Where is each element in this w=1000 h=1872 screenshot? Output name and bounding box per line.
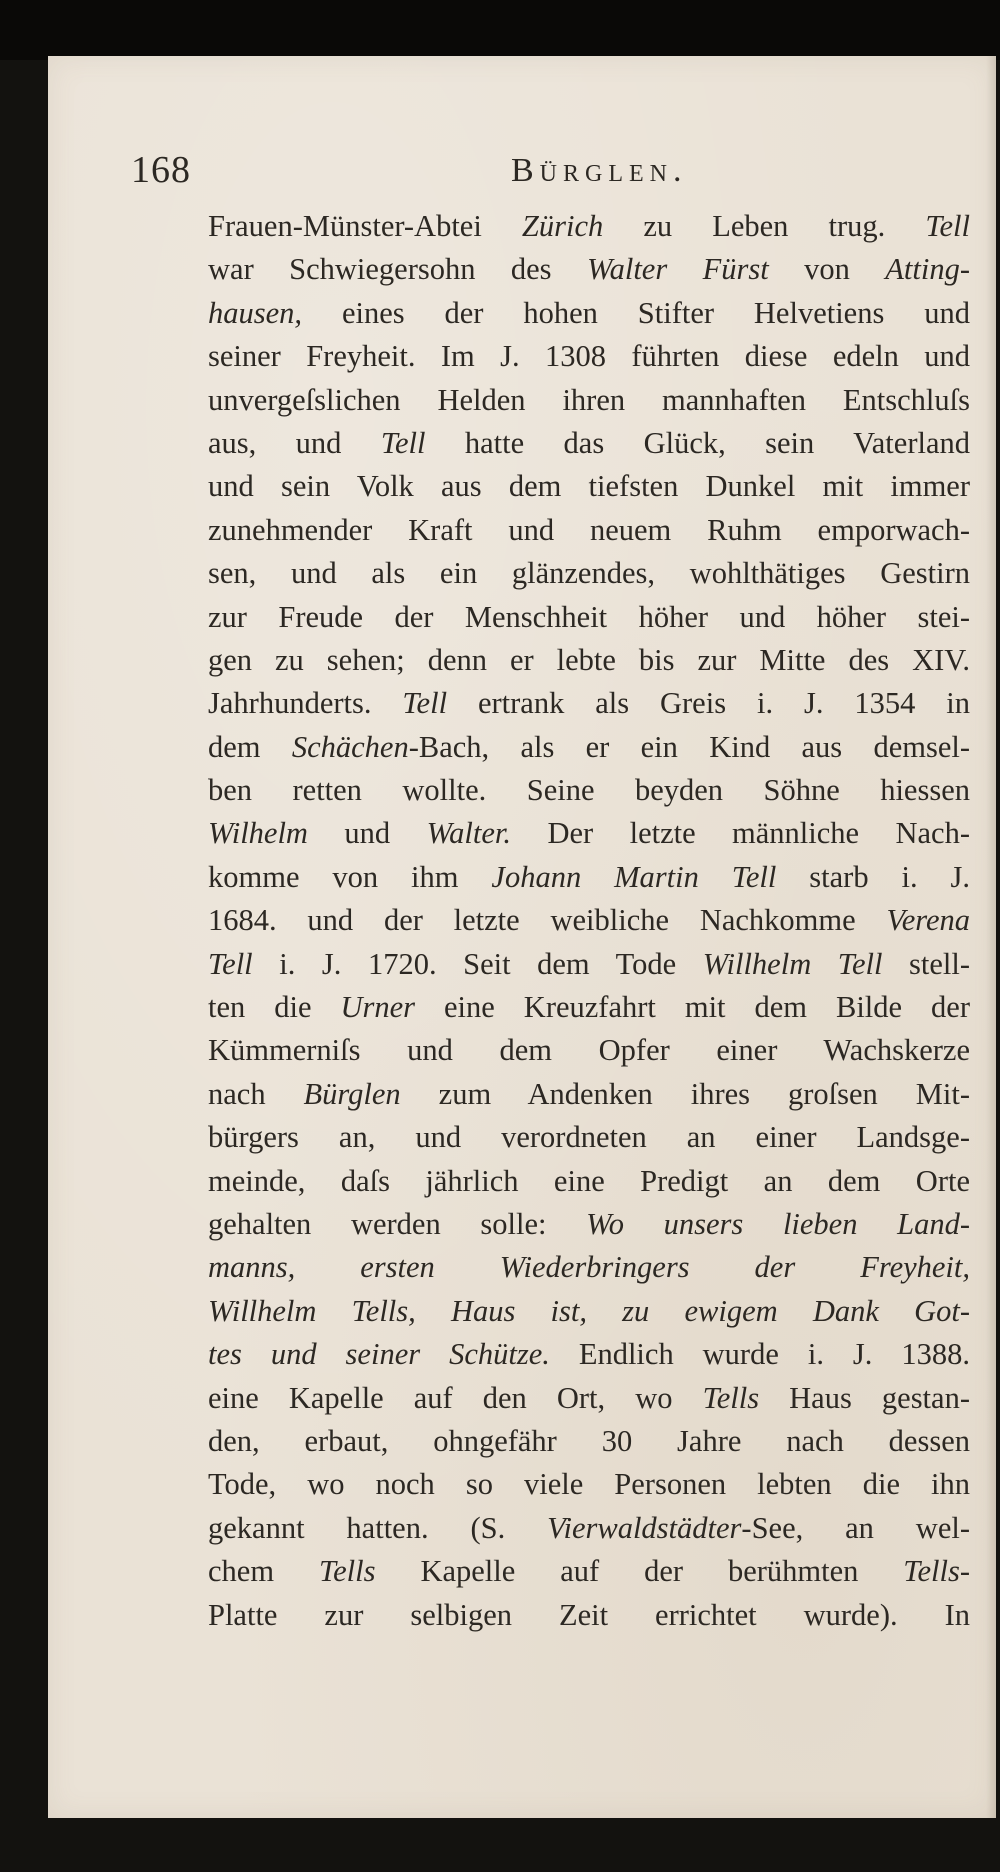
text-line bbox=[208, 1116, 970, 1159]
text-segment: eines der hohen Stifter Helvetiens und bbox=[302, 295, 970, 330]
text-segment: - bbox=[959, 1554, 970, 1589]
text-line bbox=[208, 769, 970, 812]
italic-segment: hausen, bbox=[208, 295, 303, 330]
text-line bbox=[208, 465, 970, 508]
text-segment: Frauen-Münster-Abtei bbox=[208, 209, 522, 243]
italic-segment: Verena bbox=[886, 903, 970, 938]
text-line bbox=[208, 1290, 970, 1333]
text-segment: chem bbox=[208, 1554, 319, 1589]
italic-segment: Tells bbox=[903, 1554, 960, 1589]
text-segment: aus, und bbox=[208, 425, 381, 460]
text-segment: den, erbaut, ohngefähr 30 Jahre nach dessen bbox=[208, 1423, 970, 1458]
italic-segment: Bürglen bbox=[303, 1076, 401, 1111]
text-segment: ertrank als Greis i. J. 1354 in bbox=[447, 686, 970, 721]
text-segment: Kapelle auf der berühmten bbox=[375, 1554, 904, 1589]
text-segment: -Bach, als er ein Kind aus demsel- bbox=[408, 729, 970, 764]
text-line bbox=[208, 292, 970, 335]
page-edge-shadow bbox=[986, 56, 996, 1818]
italic-segment: Zürich bbox=[521, 209, 604, 243]
text-line bbox=[208, 726, 970, 769]
page-header bbox=[131, 148, 931, 208]
text-line bbox=[208, 1507, 970, 1550]
text-line bbox=[208, 1203, 970, 1246]
text-line bbox=[208, 379, 970, 422]
text-segment: sen, und als ein glänzendes, wohlthätiges Gestirn bbox=[208, 556, 970, 591]
italic-segment: Tells bbox=[702, 1380, 760, 1415]
text-segment: dem bbox=[208, 729, 292, 764]
italic-segment: Wo unsers lieben Land- bbox=[586, 1206, 970, 1241]
text-segment: unvergeſslichen Helden ihren mannhaften Entschluſs bbox=[208, 382, 970, 417]
text-segment: Jahrhunderts. bbox=[208, 686, 403, 721]
text-line bbox=[208, 812, 970, 855]
text-line bbox=[208, 1333, 970, 1376]
text-segment: gehalten werden solle: bbox=[208, 1206, 587, 1241]
italic-segment: Vierwaldstädter bbox=[547, 1510, 742, 1545]
text-line bbox=[208, 1073, 970, 1116]
text-segment: gen zu sehen; denn er lebte bis zur Mitte des XIV. bbox=[208, 642, 970, 677]
text-segment: i. J. 1720. Seit dem Tode bbox=[252, 946, 703, 981]
text-line bbox=[208, 986, 970, 1029]
text-segment: Tode, wo noch so viele Personen lebten die ihn bbox=[208, 1467, 970, 1502]
text-segment: hatte das Glück, sein Vaterland bbox=[425, 425, 970, 460]
text-segment: komme von ihm bbox=[208, 859, 492, 894]
scan-top-band bbox=[0, 0, 1000, 60]
running-head: Bürglen. bbox=[511, 152, 688, 189]
text-segment: -See, an wel- bbox=[741, 1510, 970, 1545]
text-line bbox=[208, 1160, 970, 1203]
italic-segment: Schächen bbox=[291, 729, 409, 764]
italic-segment: Tell bbox=[208, 946, 253, 981]
text-line bbox=[208, 1463, 970, 1506]
italic-segment: Wilhelm bbox=[208, 816, 308, 851]
italic-segment: Urner bbox=[340, 990, 416, 1025]
italic-segment: Atting- bbox=[885, 252, 970, 287]
text-line bbox=[208, 682, 970, 725]
italic-segment: manns, ersten Wiederbringers der Freyheit, bbox=[208, 1250, 970, 1285]
body-text bbox=[208, 205, 970, 1637]
text-line bbox=[208, 1246, 970, 1289]
text-segment: starb i. J. bbox=[776, 859, 970, 894]
text-segment: ben retten wollte. Seine beyden Söhne hiessen bbox=[208, 773, 970, 808]
text-line bbox=[208, 1550, 970, 1593]
text-line bbox=[208, 1594, 970, 1637]
text-segment: und sein Volk aus dem tiefsten Dunkel mit immer bbox=[208, 469, 970, 504]
text-segment: von bbox=[768, 252, 886, 287]
text-segment: meinde, daſs jährlich eine Predigt an dem Orte bbox=[208, 1163, 970, 1198]
text-segment: Platte zur selbigen Zeit errichtet wurde). In bbox=[208, 1597, 970, 1632]
page-number: 168 bbox=[131, 149, 191, 191]
italic-segment: Tells bbox=[318, 1554, 376, 1589]
text-line bbox=[208, 899, 970, 942]
italic-segment: Willhelm Tell bbox=[702, 946, 883, 981]
text-line bbox=[208, 943, 970, 986]
text-line bbox=[208, 248, 970, 291]
text-line bbox=[208, 856, 970, 899]
text-line bbox=[208, 552, 970, 595]
text-segment: eine Kapelle auf den Ort, wo bbox=[208, 1380, 703, 1415]
text-segment: und bbox=[307, 816, 427, 851]
italic-segment: Tell bbox=[402, 686, 448, 721]
text-line bbox=[208, 422, 970, 465]
text-segment: Der letzte männliche Nach- bbox=[511, 816, 970, 851]
text-line bbox=[208, 1420, 970, 1463]
text-segment: zu Leben trug. bbox=[603, 209, 926, 243]
text-segment: zunehmender Kraft und neuem Ruhm emporwach- bbox=[208, 512, 970, 547]
text-line bbox=[208, 1029, 970, 1072]
text-segment: zur Freude der Menschheit höher und höher stei- bbox=[208, 599, 970, 634]
italic-segment: Willhelm Tells, Haus ist, zu ewigem Dank Got- bbox=[208, 1293, 970, 1328]
text-segment: seiner Freyheit. Im J. 1308 führten diese edeln und bbox=[208, 339, 970, 374]
text-segment: stell- bbox=[882, 946, 970, 981]
italic-segment: Walter Fürst bbox=[586, 252, 769, 287]
text-segment: Haus gestan- bbox=[759, 1380, 970, 1415]
text-segment: bürgers an, und verordneten an einer Landsge- bbox=[208, 1120, 970, 1155]
italic-segment: Johann Martin Tell bbox=[491, 859, 777, 894]
text-segment: zum Andenken ihres groſsen Mit- bbox=[400, 1076, 970, 1111]
text-line bbox=[208, 1377, 970, 1420]
text-segment: gekannt hatten. (S. bbox=[208, 1510, 548, 1545]
text-line bbox=[208, 509, 970, 552]
text-segment: ten die bbox=[208, 990, 341, 1025]
italic-segment: tes und seiner Schütze. bbox=[208, 1337, 550, 1372]
text-segment: nach bbox=[208, 1076, 304, 1111]
italic-segment: Tell bbox=[925, 209, 970, 243]
text-segment: eine Kreuzfahrt mit dem Bilde der bbox=[415, 990, 970, 1025]
text-line bbox=[208, 596, 970, 639]
italic-segment: Tell bbox=[380, 425, 426, 460]
text-segment: 1684. und der letzte weibliche Nachkomme bbox=[208, 903, 887, 938]
italic-segment: Walter. bbox=[426, 816, 512, 851]
text-segment: Endlich wurde i. J. 1388. bbox=[549, 1337, 970, 1372]
text-line bbox=[208, 205, 970, 248]
text-line bbox=[208, 335, 970, 378]
text-line bbox=[208, 639, 970, 682]
text-segment: Kümmerniſs und dem Opfer einer Wachskerze bbox=[208, 1033, 970, 1068]
text-segment: war Schwiegersohn des bbox=[208, 252, 587, 287]
